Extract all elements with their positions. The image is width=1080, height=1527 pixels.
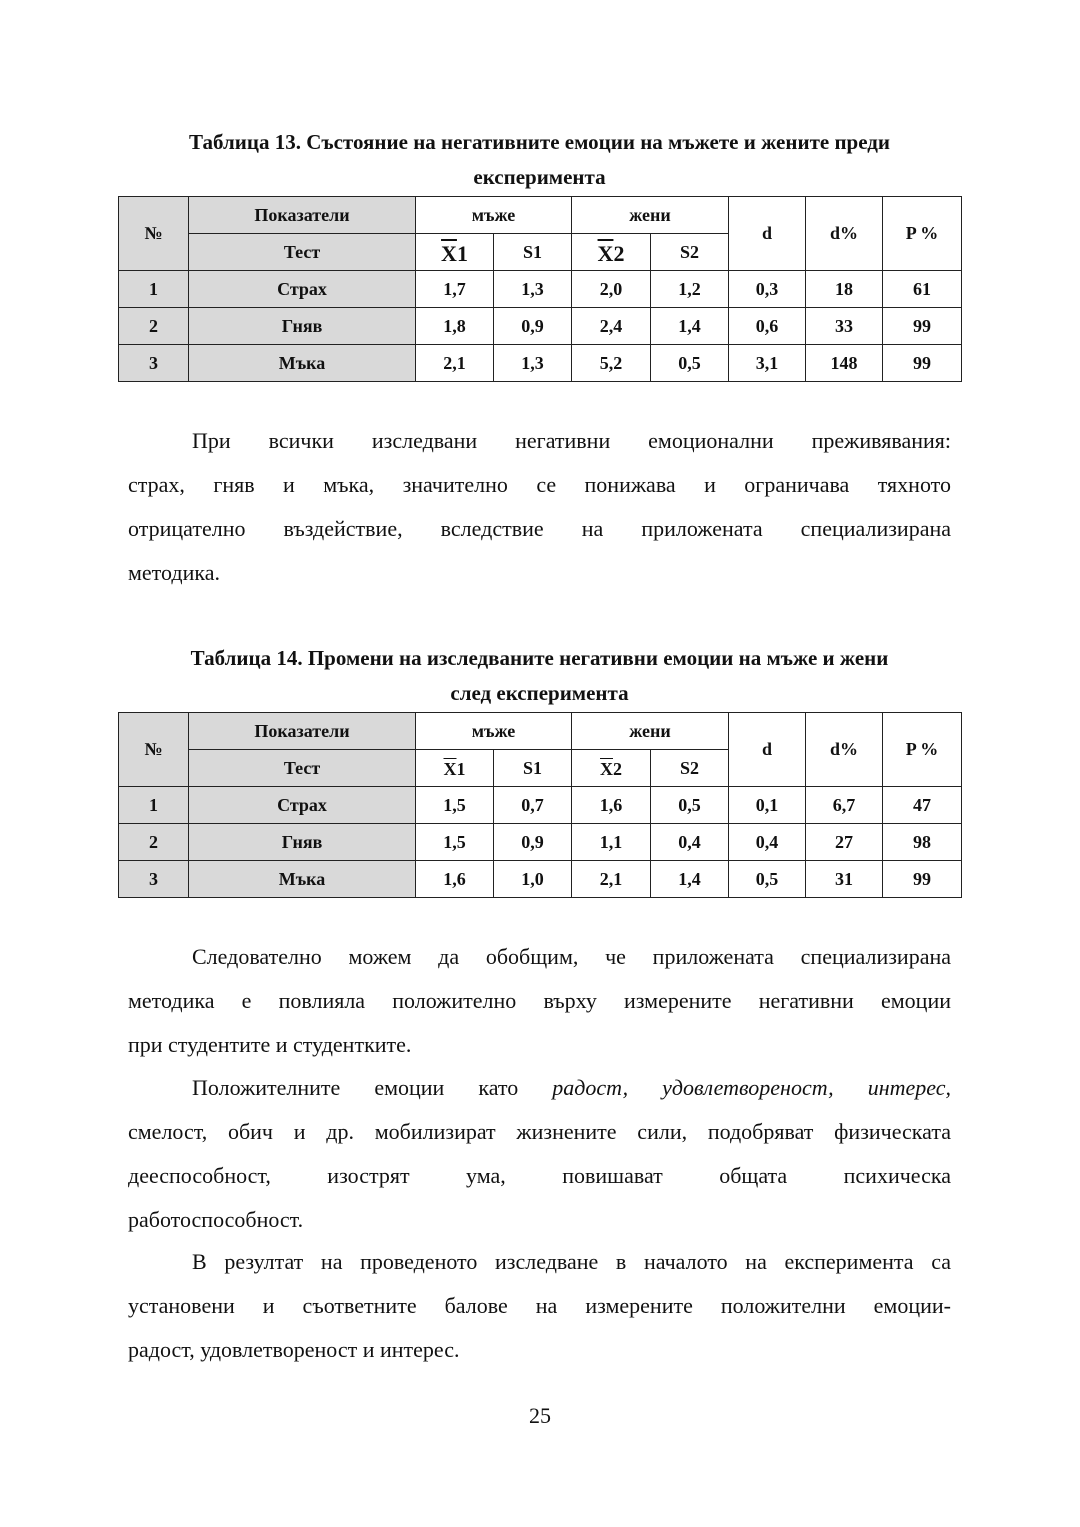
cell-no: 1 (119, 787, 189, 824)
header-indicators: Показатели (189, 713, 416, 750)
header-x1 (416, 750, 494, 787)
para3-line1-italic: радост, удовлетвореност, интерес, (552, 1075, 952, 1100)
paragraph-4 (128, 1240, 951, 1372)
paragraph-2 (128, 935, 951, 1067)
cell-dpct: 6,7 (806, 787, 883, 824)
para2-line1: Следователно можем да обобщим, че приложената специализирана (192, 944, 951, 969)
table14-caption-line2: след експеримента (450, 681, 629, 705)
cell-no: 1 (119, 271, 189, 308)
cell-x2: 2,4 (572, 308, 651, 345)
para1-line1: При всички изследвани негативни емоционални преживявания: (192, 428, 951, 453)
para4-line2: установени и съответните балове на измерените положителни емоции- (128, 1293, 951, 1318)
cell-x1: 1,6 (416, 861, 494, 898)
cell-no: 2 (119, 824, 189, 861)
para3-line4: работоспособност. (128, 1207, 304, 1232)
cell-p: 99 (883, 308, 962, 345)
cell-dpct: 33 (806, 308, 883, 345)
cell-s2: 0,4 (651, 824, 729, 861)
header-test: Тест (189, 750, 416, 787)
para2-line3: при студентите и студентките. (128, 1032, 412, 1057)
cell-test: Страх (189, 787, 416, 824)
header-x2 (572, 234, 651, 271)
header-d: d (729, 197, 806, 271)
x2-sub: 2 (613, 240, 625, 266)
cell-s2: 1,4 (651, 308, 729, 345)
cell-dpct: 27 (806, 824, 883, 861)
para1-line2: страх, гняв и мъка, значително се понижава и ограничава тяхното (128, 472, 951, 497)
header-no: № (119, 713, 189, 787)
cell-s2: 0,5 (651, 787, 729, 824)
para4-line3: радост, удовлетвореност и интерес. (128, 1337, 460, 1362)
para1-line3: отрицателно въздействие, вследствие на приложената специализирана (128, 516, 951, 541)
x2-symbol: $\overline{X}$ (597, 240, 614, 266)
table14 (118, 712, 962, 898)
table-row (119, 271, 962, 308)
header-p: P % (883, 197, 962, 271)
para1-line4: методика. (128, 560, 220, 585)
cell-x1: 1,8 (416, 308, 494, 345)
cell-p: 61 (883, 271, 962, 308)
cell-dpct: 31 (806, 861, 883, 898)
header-dpct: d% (806, 197, 883, 271)
header-p: P % (883, 713, 962, 787)
table-row (119, 861, 962, 898)
paragraph-1 (128, 419, 951, 595)
cell-x2: 2,1 (572, 861, 651, 898)
para3-line1-start: Положителните емоции като (192, 1075, 553, 1100)
cell-no: 3 (119, 345, 189, 382)
header-women: жени (572, 197, 729, 234)
table-row (119, 824, 962, 861)
cell-d: 0,5 (729, 861, 806, 898)
cell-x1: 2,1 (416, 345, 494, 382)
cell-p: 47 (883, 787, 962, 824)
x1-sub: 1 (456, 240, 468, 266)
table14-caption (118, 641, 961, 711)
cell-d: 0,4 (729, 824, 806, 861)
cell-d: 0,1 (729, 787, 806, 824)
cell-s1: 0,9 (494, 824, 572, 861)
header-no: № (119, 197, 189, 271)
header-dpct: d% (806, 713, 883, 787)
x1-sub: 1 (456, 759, 466, 779)
table13 (118, 196, 962, 382)
table-row (119, 345, 962, 382)
header-d: d (729, 713, 806, 787)
cell-x2: 5,2 (572, 345, 651, 382)
cell-x2: 1,6 (572, 787, 651, 824)
paragraph-3 (128, 1066, 951, 1242)
para2-line2: методика е повлияла положително върху измерените негативни емоции (128, 988, 951, 1013)
cell-p: 99 (883, 861, 962, 898)
header-s1: S1 (494, 750, 572, 787)
cell-s1: 1,0 (494, 861, 572, 898)
cell-dpct: 148 (806, 345, 883, 382)
header-s1: S1 (494, 234, 572, 271)
cell-x2: 2,0 (572, 271, 651, 308)
header-x2 (572, 750, 651, 787)
table13-caption-line2: експеримента (473, 165, 606, 189)
cell-d: 0,6 (729, 308, 806, 345)
header-men: мъже (416, 197, 572, 234)
cell-s2: 0,5 (651, 345, 729, 382)
page-number: 25 (529, 1403, 551, 1428)
table-row (119, 308, 962, 345)
x2-symbol: $\overline{X}$ (600, 759, 613, 779)
cell-test: Мъка (189, 861, 416, 898)
table-row (119, 787, 962, 824)
cell-x1: 1,5 (416, 787, 494, 824)
x1-symbol: $\overline{X}$ (443, 759, 457, 779)
cell-s1: 0,9 (494, 308, 572, 345)
cell-x1: 1,5 (416, 824, 494, 861)
header-indicators: Показатели (189, 197, 416, 234)
header-test: Тест (189, 234, 416, 271)
cell-p: 98 (883, 824, 962, 861)
header-s2: S2 (651, 234, 729, 271)
cell-no: 2 (119, 308, 189, 345)
cell-dpct: 18 (806, 271, 883, 308)
para3-line2: смелост, обич и др. мобилизират жизнените сили, подобряват физическата (128, 1119, 951, 1144)
cell-test: Гняв (189, 824, 416, 861)
para3-line3: дееспособност, изострят ума, повишават общата психическа (128, 1163, 951, 1188)
cell-no: 3 (119, 861, 189, 898)
header-women: жени (572, 713, 729, 750)
table13-caption-line1: Таблица 13. Състояние на негативните емоции на мъжете и жените преди (189, 130, 890, 154)
cell-test: Гняв (189, 308, 416, 345)
cell-s1: 1,3 (494, 345, 572, 382)
header-s2: S2 (651, 750, 729, 787)
x2-sub: 2 (613, 759, 622, 779)
cell-s2: 1,4 (651, 861, 729, 898)
cell-test: Мъка (189, 345, 416, 382)
para4-line1: В резултат на проведеното изследване в началото на експеримента са (192, 1249, 951, 1274)
x1-symbol: $\overline{X}$ (441, 240, 457, 266)
cell-d: 3,1 (729, 345, 806, 382)
cell-d: 0,3 (729, 271, 806, 308)
header-men: мъже (416, 713, 572, 750)
cell-p: 99 (883, 345, 962, 382)
header-x1 (416, 234, 494, 271)
cell-s2: 1,2 (651, 271, 729, 308)
cell-x2: 1,1 (572, 824, 651, 861)
table13-caption (118, 125, 961, 195)
cell-test: Страх (189, 271, 416, 308)
cell-s1: 1,3 (494, 271, 572, 308)
cell-x1: 1,7 (416, 271, 494, 308)
cell-s1: 0,7 (494, 787, 572, 824)
table14-caption-line1: Таблица 14. Промени на изследваните негативни емоции на мъже и жени (190, 646, 889, 670)
